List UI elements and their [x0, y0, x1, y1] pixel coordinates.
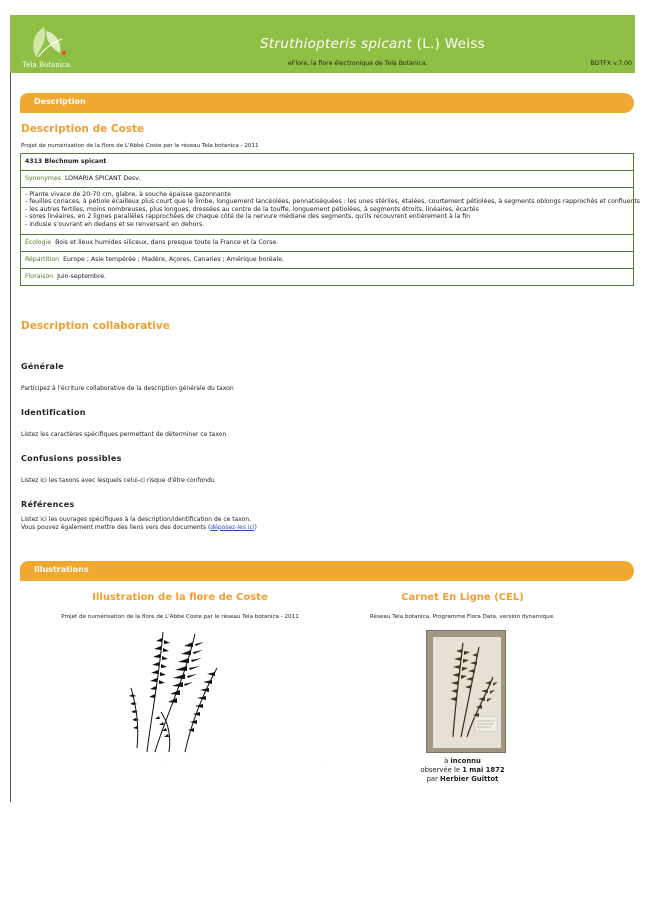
floraison-value: Juin-septembre.	[57, 273, 107, 281]
page-left-rule	[10, 20, 11, 802]
description-line: - feuilles coriaces, à pétiole écailleux plus court que le limbe, longuement lancéolées, pennatiséquées : les unes stériles, étalées, courtement pétiolées, à segments oblongs rapprochés et confluents	[25, 198, 640, 206]
coste-illustration-heading: Illustration de la flore de Coste	[92, 592, 268, 603]
description-bar-label: Description	[34, 97, 86, 106]
identification-text: Listez les caractères spécifiques permettant de déterminer ce taxon	[21, 431, 227, 438]
generale-heading: Générale	[21, 362, 65, 371]
synonymes-value: LOMARIA SPICANT Desv.	[64, 175, 141, 183]
coste-row-ecologie	[21, 235, 633, 252]
header-version: BDTFX v.7.00	[590, 60, 632, 67]
generale-text: Participez à l'écriture collaborative de la description générale du taxon	[21, 385, 234, 392]
coste-dot-right: .	[326, 760, 328, 765]
page-title	[260, 36, 485, 52]
cel-heading: Carnet En Ligne (CEL)	[401, 592, 524, 603]
coste-illustration-subtitle: Projet de numérisation de la flore de L'Abbé Coste par le réseau Tela botanica - 2011	[61, 614, 299, 620]
coste-row-floraison	[21, 269, 633, 285]
identification-heading: Identification	[21, 408, 86, 417]
caption-prefix: à	[444, 757, 451, 765]
taxon-author: (L.) Weiss	[412, 36, 485, 52]
fern-drawing-icon	[125, 628, 225, 755]
coste-entry-title	[21, 154, 633, 171]
coste-description-table	[20, 153, 640, 286]
synonymes-label: Synonymes	[25, 175, 61, 183]
coste-project-line: Projet de numérisation de la flore de L'Abbé Coste par le réseau Tela botanica - 2011	[21, 143, 259, 149]
illustrations-bar-label: Illustrations	[34, 565, 89, 574]
cel-herbarium-photo[interactable]	[426, 630, 506, 753]
ecologie-label: Écologie	[25, 239, 52, 247]
caption-by: Herbier Guittot	[440, 775, 499, 783]
caption-author: inconnu	[450, 757, 481, 765]
coste-row-repartition	[21, 252, 633, 269]
entry-title-text: 4313 Blechnum spicant	[25, 158, 107, 166]
taxon-name: Struthiopteris spicant	[259, 36, 413, 52]
description-line: - indusie s'ouvrant en dedans et se renversant en dehors.	[25, 220, 205, 228]
collaborative-description-heading: Description collaborative	[21, 320, 170, 332]
coste-fern-illustration[interactable]	[125, 628, 225, 755]
herbarium-sheet	[433, 637, 501, 748]
coste-row-description	[21, 188, 640, 235]
cel-subtitle: Réseau Tela botanica, Programme Flora Data, version dynamique.	[370, 614, 555, 620]
deposez-link[interactable]: déposez-les ici	[210, 523, 255, 531]
description-line: - Plante vivace de 20-70 cm, glabre, à souche épaisse gazonnante	[25, 191, 231, 198]
caption-observed-prefix: observée le	[420, 766, 463, 774]
references-heading: Références	[21, 500, 75, 509]
coste-row-synonymes	[21, 171, 633, 188]
description-lines	[25, 191, 640, 228]
ecologie-value: Bois et lieux humides siliceux, dans presque toute la France et la Corse.	[55, 239, 279, 247]
tela-botanica-logo[interactable]	[16, 23, 72, 69]
references-line-2	[21, 524, 257, 532]
repartition-label: Répartition	[25, 256, 60, 264]
confusions-heading: Confusions possibles	[21, 454, 122, 463]
illustrations-section-bar	[20, 561, 634, 581]
references-text	[21, 516, 257, 531]
description-section-bar	[20, 93, 634, 113]
caption-date: 1 mai 1872	[462, 766, 505, 774]
repartition-value: Europe ; Asie tempérée ; Madère, Açores, Canaries ; Amérique boréale.	[63, 256, 284, 264]
references-line-1: Listez ici les ouvrages spécifiques à la description/identification de ce taxon.	[21, 516, 252, 523]
header-subtitle: eFlore, la flore électronique de Tela Botanica.	[288, 60, 428, 67]
floraison-label: Floraison	[25, 273, 54, 281]
description-line: - les autres fertiles, moins nombreuses, plus longues, dressées au centre de la touffe, longuement pétiolées, à segments étroits, linéaires, écartés	[25, 205, 479, 213]
cel-caption-date	[400, 766, 525, 774]
cel-caption-by	[400, 775, 525, 783]
logo-text: Tela Botanica	[21, 61, 71, 69]
herbarium-specimen-icon	[433, 637, 501, 748]
coste-description-heading: Description de Coste	[21, 123, 145, 135]
description-line: - sores linéaires, en 2 lignes parallèles rapprochées de chaque côté de la nervure médiane des segments, qu'ils recouvrent entièrement à la fin	[25, 213, 471, 221]
confusions-text: Listez ici les taxons avec lesquels celui-ci risque d'être confondu	[21, 477, 215, 484]
references-prefix: Vous pouvez également mettre des liens vers des documents (	[21, 523, 211, 531]
leaf-logo-icon	[16, 23, 72, 63]
references-suffix: )	[254, 523, 257, 531]
cel-caption-author	[400, 757, 525, 765]
coste-dot-left: .	[166, 760, 168, 765]
caption-by-prefix: par	[426, 775, 441, 783]
